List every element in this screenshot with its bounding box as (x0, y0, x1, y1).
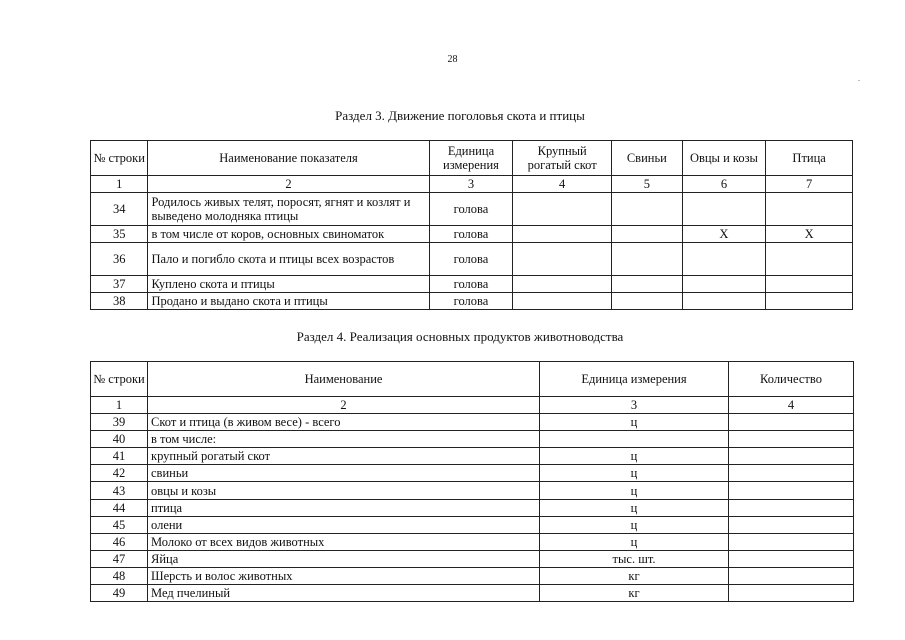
row-name: Шерсть и волос животных (148, 567, 540, 584)
column-number: 1 (91, 176, 148, 193)
row-number: 35 (91, 226, 148, 243)
table-row (91, 585, 854, 602)
row-name: Куплено скота и птицы (148, 276, 429, 293)
section4-title: Раздел 4. Реализация основных продуктов животноводства (296, 329, 624, 344)
table-row (91, 465, 854, 482)
cell-quantity[interactable] (729, 482, 854, 499)
page-number: 28 (447, 54, 458, 65)
row-name: Яйца (148, 550, 540, 567)
row-number: 40 (91, 431, 148, 448)
table-row (91, 499, 854, 516)
table-row (91, 293, 853, 310)
table-row (91, 414, 854, 431)
row-name: в том числе: (148, 431, 540, 448)
cell-poultry: Х (766, 226, 853, 243)
column-number: 2 (148, 397, 540, 414)
row-number: 36 (91, 243, 148, 276)
row-unit: ц (540, 448, 729, 465)
row-unit: голова (429, 226, 513, 243)
table-row (91, 193, 853, 226)
row-number: 49 (91, 585, 148, 602)
row-number: 46 (91, 533, 148, 550)
section4-table (90, 361, 854, 602)
cell-poultry[interactable] (766, 193, 853, 226)
row-name: птица (148, 499, 540, 516)
cell-pigs[interactable] (612, 276, 683, 293)
row-unit: кг (540, 585, 729, 602)
table-row (91, 448, 854, 465)
table-row (91, 550, 854, 567)
row-unit: ц (540, 533, 729, 550)
table-row (91, 243, 853, 276)
cell-cattle[interactable] (513, 293, 612, 310)
section4-column-numbers-row (91, 397, 854, 414)
table-row (91, 516, 854, 533)
row-number: 44 (91, 499, 148, 516)
row-unit: голова (429, 276, 513, 293)
row-name: в том числе от коров, основных свиноматок (148, 226, 429, 243)
section3-title: Раздел 3. Движение поголовья скота и птицы (335, 108, 585, 123)
row-number: 45 (91, 516, 148, 533)
header-name: Наименование (148, 362, 540, 397)
row-name: Мед пчелиный (148, 585, 540, 602)
row-number: 41 (91, 448, 148, 465)
row-unit: кг (540, 567, 729, 584)
cell-quantity (729, 431, 854, 448)
row-number: 48 (91, 567, 148, 584)
cell-quantity[interactable] (729, 550, 854, 567)
row-name: Молоко от всех видов животных (148, 533, 540, 550)
cell-cattle[interactable] (513, 276, 612, 293)
header-row-number: № строки (91, 141, 148, 176)
cell-poultry[interactable] (766, 243, 853, 276)
table-row (91, 431, 854, 448)
row-unit: ц (540, 499, 729, 516)
section3-column-numbers-row (91, 176, 853, 193)
cell-sheep-goats[interactable] (682, 243, 766, 276)
row-name: Скот и птица (в живом весе) - всего (148, 414, 540, 431)
column-number: 1 (91, 397, 148, 414)
column-number: 5 (612, 176, 683, 193)
column-number: 7 (766, 176, 853, 193)
row-name: олени (148, 516, 540, 533)
cell-cattle[interactable] (513, 193, 612, 226)
row-number: 37 (91, 276, 148, 293)
table-row (91, 567, 854, 584)
cell-cattle[interactable] (513, 243, 612, 276)
cell-pigs[interactable] (612, 243, 683, 276)
row-unit (540, 431, 729, 448)
row-name: Продано и выдано скота и птицы (148, 293, 429, 310)
cell-poultry[interactable] (766, 293, 853, 310)
cell-sheep-goats[interactable] (682, 276, 766, 293)
cell-sheep-goats: Х (682, 226, 766, 243)
row-name: крупный рогатый скот (148, 448, 540, 465)
header-sheep-goats: Овцы и козы (682, 141, 766, 176)
header-unit: Единица измерения (540, 362, 729, 397)
table-row (91, 226, 853, 243)
row-number: 39 (91, 414, 148, 431)
section3-table (90, 140, 853, 310)
header-indicator-name: Наименование показателя (148, 141, 429, 176)
row-unit: ц (540, 516, 729, 533)
cell-pigs[interactable] (612, 226, 683, 243)
table-row (91, 482, 854, 499)
row-number: 34 (91, 193, 148, 226)
row-number: 42 (91, 465, 148, 482)
header-quantity: Количество (729, 362, 854, 397)
cell-quantity[interactable] (729, 465, 854, 482)
header-unit: Единица измерения (429, 141, 513, 176)
cell-quantity[interactable] (729, 533, 854, 550)
row-number: 43 (91, 482, 148, 499)
header-poultry: Птица (766, 141, 853, 176)
cell-quantity[interactable] (729, 516, 854, 533)
row-unit: тыс. шт. (540, 550, 729, 567)
section3-header-row (91, 141, 853, 176)
row-unit: голова (429, 193, 513, 226)
cell-quantity[interactable] (729, 585, 854, 602)
cell-sheep-goats[interactable] (682, 193, 766, 226)
cell-poultry[interactable] (766, 276, 853, 293)
cell-quantity[interactable] (729, 448, 854, 465)
row-unit: голова (429, 293, 513, 310)
row-name: Пало и погибло скота и птицы всех возрастов (148, 243, 429, 276)
header-row-number: № строки (91, 362, 148, 397)
cell-pigs[interactable] (612, 293, 683, 310)
row-number: 47 (91, 550, 148, 567)
cell-cattle[interactable] (513, 226, 612, 243)
cell-quantity[interactable] (729, 414, 854, 431)
column-number: 6 (682, 176, 766, 193)
row-number: 38 (91, 293, 148, 310)
column-number: 4 (513, 176, 612, 193)
section4-header-row (91, 362, 854, 397)
row-unit: ц (540, 482, 729, 499)
row-unit: ц (540, 414, 729, 431)
cell-quantity[interactable] (729, 499, 854, 516)
scan-speck (858, 80, 860, 81)
cell-sheep-goats[interactable] (682, 293, 766, 310)
cell-quantity[interactable] (729, 567, 854, 584)
column-number: 3 (540, 397, 729, 414)
column-number: 4 (729, 397, 854, 414)
header-pigs: Свиньи (612, 141, 683, 176)
table-row (91, 533, 854, 550)
cell-pigs[interactable] (612, 193, 683, 226)
column-number: 3 (429, 176, 513, 193)
table-row (91, 276, 853, 293)
row-name: Родилось живых телят, поросят, ягнят и козлят и выведено молодняка птицы (148, 193, 429, 226)
header-cattle: Крупный рогатый скот (513, 141, 612, 176)
row-unit: ц (540, 465, 729, 482)
row-name: свиньи (148, 465, 540, 482)
row-unit: голова (429, 243, 513, 276)
column-number: 2 (148, 176, 429, 193)
row-name: овцы и козы (148, 482, 540, 499)
